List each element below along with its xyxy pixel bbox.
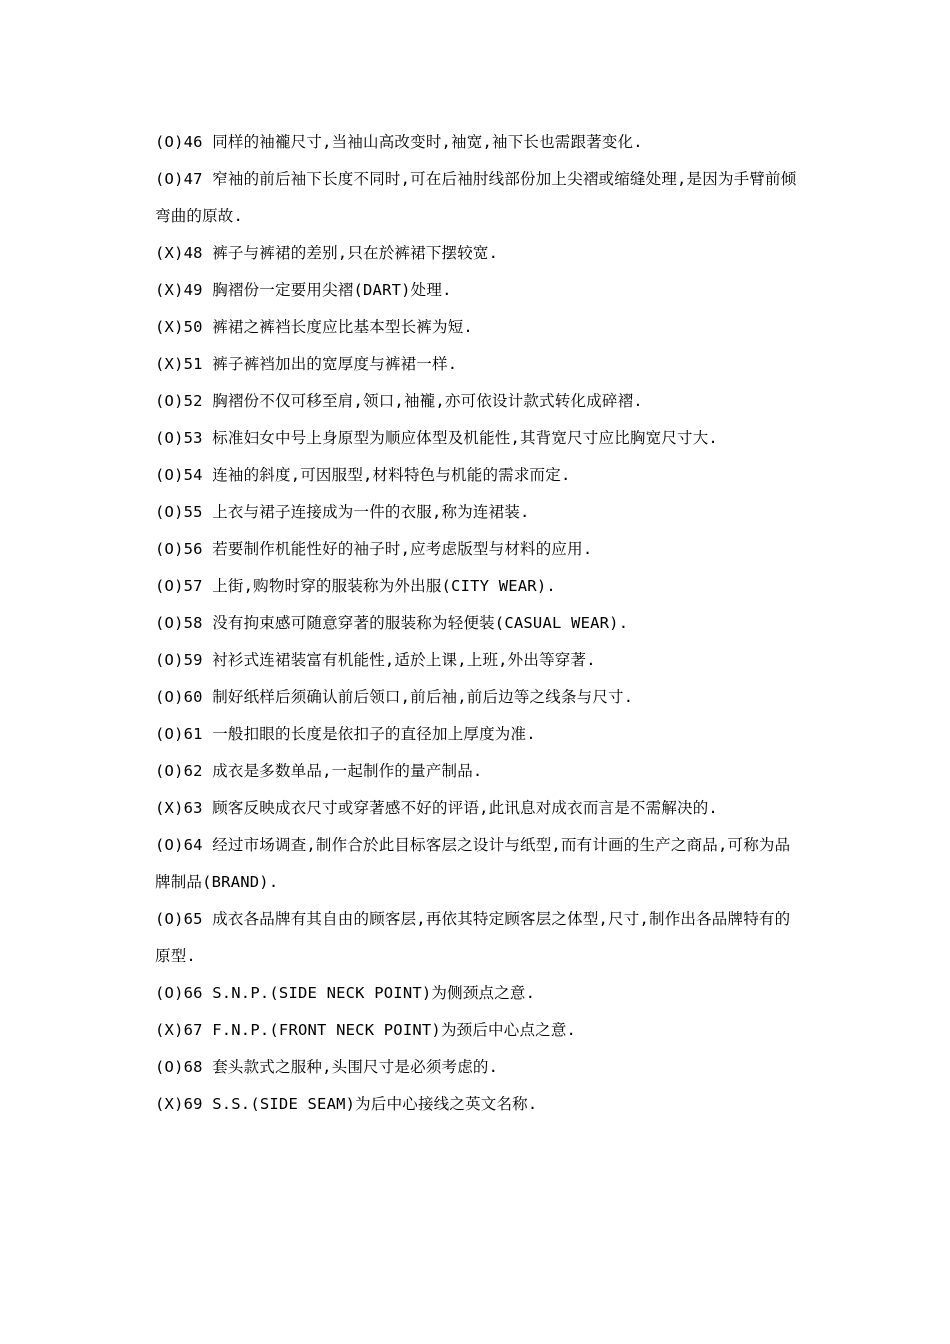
question-49: (X)49 胸褶份一定要用尖褶(DART)处理. [155, 281, 452, 299]
question-47: (O)47 窄袖的前后袖下长度不同时,可在后袖肘线部份加上尖褶或缩缝处理,是因为手臂前倾弯曲的原故. [155, 170, 797, 225]
question-56: (O)56 若要制作机能性好的袖子时,应考虑版型与材料的应用. [155, 540, 593, 558]
question-48: (X)48 裤子与裤裙的差别,只在於裤裙下摆较宽. [155, 244, 499, 262]
question-66: (O)66 S.N.P.(SIDE NECK POINT)为侧颈点之意. [155, 984, 536, 1002]
question-63: (X)63 顾客反映成衣尺寸或穿著感不好的评语,此讯息对成衣而言是不需解决的. [155, 799, 718, 817]
question-54: (O)54 连袖的斜度,可因服型,材料特色与机能的需求而定. [155, 466, 571, 484]
question-52: (O)52 胸褶份不仅可移至肩,领口,袖襱,亦可依设计款式转化成碎褶. [155, 392, 643, 410]
question-60: (O)60 制好纸样后须确认前后领口,前后袖,前后边等之线条与尺寸. [155, 688, 634, 706]
question-69: (X)69 S.S.(SIDE SEAM)为后中心接线之英文名称. [155, 1095, 538, 1113]
question-53: (O)53 标准妇女中号上身原型为顺应体型及机能性,其背宽尺寸应比胸宽尺寸大. [155, 429, 718, 447]
question-61: (O)61 一般扣眼的长度是依扣子的直径加上厚度为准. [155, 725, 536, 743]
question-55: (O)55 上衣与裙子连接成为一件的衣服,称为连裙装. [155, 503, 530, 521]
question-50: (X)50 裤裙之裤裆长度应比基本型长裤为短. [155, 318, 473, 336]
question-65: (O)65 成衣各品牌有其自由的顾客层,再依其特定顾客层之体型,尺寸,制作出各品牌特有的原型. [155, 910, 791, 965]
question-46: (O)46 同样的袖襱尺寸,当袖山高改变时,袖宽,袖下长也需跟著变化. [155, 133, 643, 151]
question-62: (O)62 成衣是多数单品,一起制作的量产制品. [155, 762, 483, 780]
question-67: (X)67 F.N.P.(FRONT NECK POINT)为颈后中心点之意. [155, 1021, 577, 1039]
question-58: (O)58 没有拘束感可随意穿著的服装称为轻便装(CASUAL WEAR). [155, 614, 629, 632]
question-51: (X)51 裤子裤裆加出的宽厚度与裤裙一样. [155, 355, 458, 373]
question-68: (O)68 套头款式之服种,头围尺寸是必须考虑的. [155, 1058, 499, 1076]
question-57: (O)57 上街,购物时穿的服装称为外出服(CITY WEAR). [155, 577, 556, 595]
question-59: (O)59 衬衫式连裙装富有机能性,适於上课,上班,外出等穿著. [155, 651, 596, 669]
document-body [155, 124, 805, 1123]
question-64: (O)64 经过市场调查,制作合於此目标客层之设计与纸型,而有计画的生产之商品,可称为品牌制品(BRAND). [155, 836, 791, 891]
